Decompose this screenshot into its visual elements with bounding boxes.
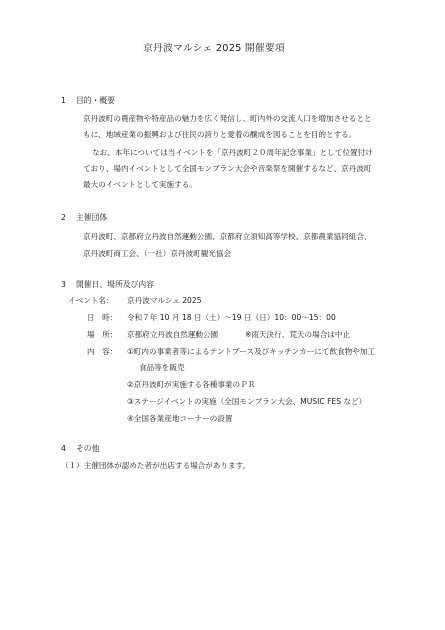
section-2-heading: 主催団体 (76, 213, 108, 222)
place-note: ※雨天決行、荒天の場合は中止 (245, 330, 351, 339)
section-2-line-1: 京丹波町、京都府立丹波自然運動公園、京都府立須知高等学校、京都農業協同組合、 (83, 232, 372, 241)
section-2-number: 2 (61, 213, 66, 222)
section-1-line-3: なお、本年については当イベントを「京丹波町２０周年記念事業」として位置付け (92, 148, 373, 157)
section-1-line-1: 京丹波町の農産物や特産品の魅力を広く発信し、町内外の交流人口を増加させるとと (83, 114, 372, 123)
content-item-4: ④全国各業産地コーナーの設置 (127, 414, 233, 423)
content-item-3: ③ステージイベントの実施（全国モンブラン大会、MUSIC FES など） (127, 397, 367, 406)
section-1-line-5: 最大のイベントとして実施する。 (83, 180, 197, 189)
section-1-heading: 目的・概要 (76, 96, 115, 105)
section-2-line-2: 京丹波町商工会、（一社）京丹波町観光協会 (83, 249, 232, 258)
section-4-heading: その他 (76, 444, 100, 453)
section-4-line-1: （１）主催団体が認めた者が出店する場合があります。 (61, 461, 251, 470)
place-value: 京都府立丹波自然運動公園 (127, 330, 219, 339)
section-3-heading: 開催日、場所及び内容 (76, 280, 154, 289)
content-item-1-cont: 食品等を販売 (139, 363, 185, 372)
section-1-line-2: もに、地域産業の振興および住民の誇りと愛着の醸成を図ることを目的とする。 (83, 130, 357, 139)
date-label: 日 時： (87, 313, 118, 322)
content-item-1: ①町内の事業者等によるテントブース及びキッチンカーにて飲食物や加工 (127, 347, 376, 356)
content-label: 内 容： (87, 347, 118, 356)
date-value: 令和７年 10 月 18 日（土）～19 日（日）10：00～15：00 (127, 313, 336, 322)
section-1-line-4: ており、場内イベントとして全国モンブラン大会や音楽祭を開催するなど、京丹波町 (83, 164, 372, 173)
section-1-number: 1 (61, 96, 66, 105)
content-item-2: ②京丹波町が実施する各種事業のＰＲ (127, 380, 256, 389)
event-name-value: 京丹波マルシェ 2025 (127, 296, 202, 305)
section-3-number: 3 (61, 280, 66, 289)
place-label: 場 所： (87, 330, 118, 339)
section-4-number: 4 (61, 444, 66, 453)
document-title: 京丹波マルシェ 2025 開催要項 (143, 43, 285, 54)
event-name-label: イベント名： (68, 296, 114, 305)
